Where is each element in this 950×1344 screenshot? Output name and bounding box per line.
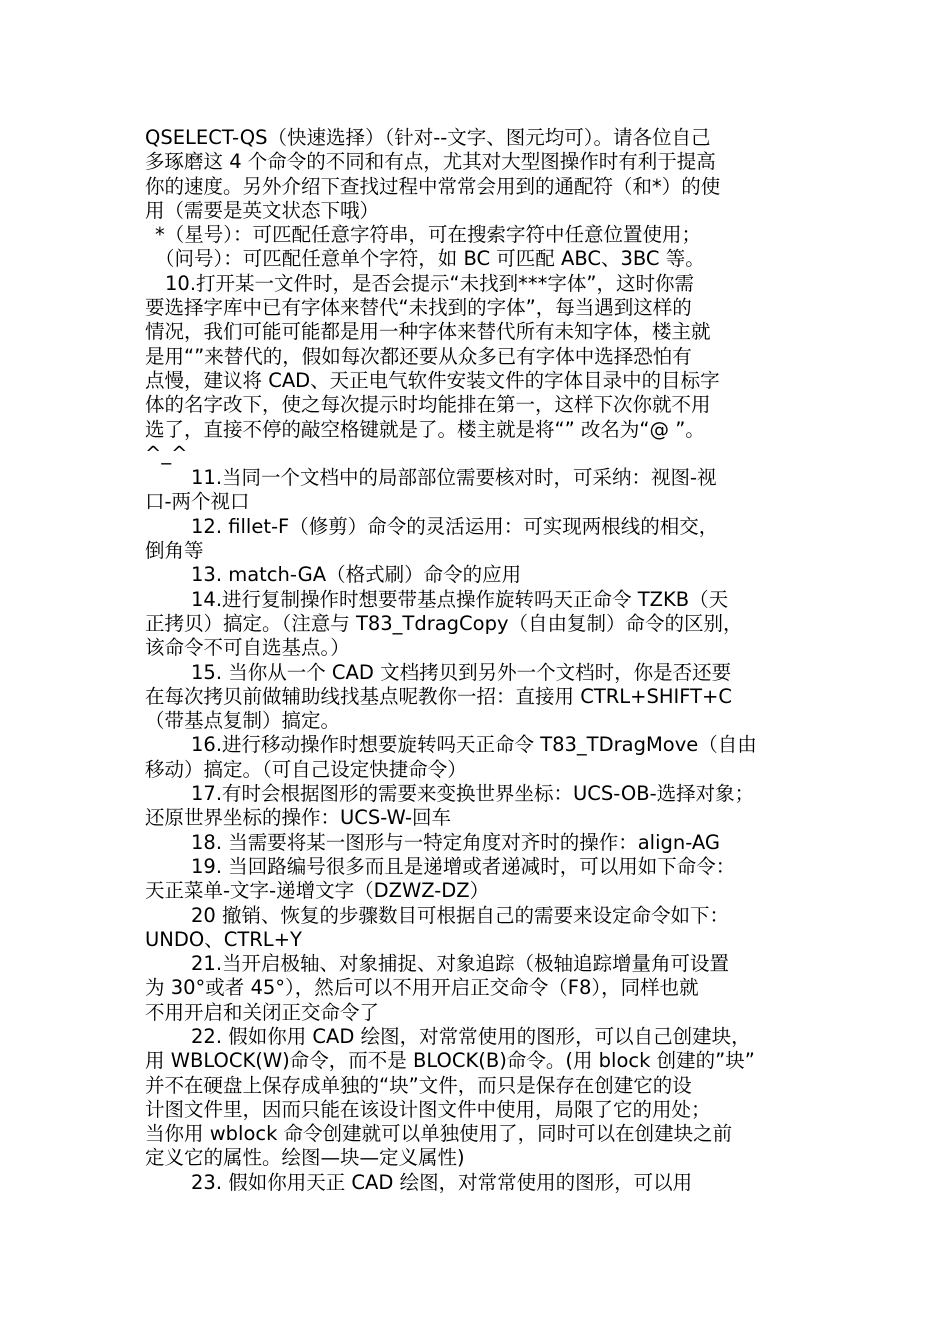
text-line: 正拷贝）搞定。（注意与 T83_TdragCopy（自由复制）命令的区别， xyxy=(145,611,743,635)
text-line: 14.进行复制操作时想要带基点操作旋转吗天正命令 TZKB（天 xyxy=(191,587,729,611)
text-line: 天正菜单-文字-递增文字（DZWZ-DZ） xyxy=(145,879,490,903)
text-line: 15. 当你从一个 CAD 文档拷贝到另外一个文档时，你是否还要 xyxy=(191,660,732,684)
text-line: 当你用 wblock 命令创建就可以单独使用了，同时可以在创建块之前 xyxy=(145,1122,733,1146)
text-line: 你的速度。另外介绍下查找过程中常常会用到的通配符（和*）的使 xyxy=(145,174,721,198)
text-line: 12. fillet-F（修剪）命令的灵活运用：可实现两根线的相交， xyxy=(191,514,719,538)
text-line: *（星号）：可匹配任意字符串，可在搜索字符中任意位置使用； xyxy=(155,223,702,247)
text-line: 是用“”来替代的，假如每次都还要从众多已有字体中选择恐怕有 xyxy=(145,344,692,368)
text-line: （问号）：可匹配任意单个字符，如 BC 可匹配 ABC、3BC 等。 xyxy=(155,247,705,271)
text-line: 18. 当需要将某一图形与一特定角度对齐时的操作：align-AG xyxy=(191,830,720,854)
text-line: 计图文件里，因而只能在该设计图文件中使用，局限了它的用处； xyxy=(145,1097,711,1121)
text-line: 倒角等 xyxy=(145,539,204,563)
text-line: 并不在硬盘上保存成单独的“块”文件，而只是保存在创建它的设 xyxy=(145,1073,692,1097)
text-line: 不用开启和关闭正交命令了 xyxy=(145,1000,380,1024)
text-line: 用（需要是英文状态下哦） xyxy=(145,198,380,222)
text-line: 移动）搞定。（可自己设定快捷命令） xyxy=(145,757,467,781)
text-line: 13. match-GA（格式刷）命令的应用 xyxy=(191,563,522,587)
text-line: 该命令不可自选基点。） xyxy=(145,636,350,660)
text-line: 22. 假如你用 CAD 绘图，对常常使用的图形，可以自己创建块， xyxy=(191,1024,751,1048)
text-line: 要选择字库中已有字体来替代“未找到的字体”，每当遇到这样的 xyxy=(145,296,692,320)
text-line: QSELECT-QS（快速选择）（针对--文字、图元均可）。请各位自己 xyxy=(145,126,711,149)
text-line: 20 撤销、恢复的步骤数目可根据自己的需要来设定命令如下： xyxy=(191,903,730,927)
text-line: 11.当同一个文档中的局部部位需要核对时，可采纳：视图-视 xyxy=(191,466,717,490)
text-line: 23. 假如你用天正 CAD 绘图，对常常使用的图形，可以用 xyxy=(191,1170,693,1194)
text-line: 多琢磨这 4 个命令的不同和有点，尤其对大型图操作时有利于提高 xyxy=(145,150,716,174)
text-line: 点慢，建议将 CAD、天正电气软件安装文件的字体目录中的目标字 xyxy=(145,368,720,392)
text-line: 在每次拷贝前做辅助线找基点呢教你一招：直接用 CTRL+SHIFT+C xyxy=(145,684,733,708)
text-line: 为 30°或者 45°），然后可以不用开启正交命令（F8），同样也就 xyxy=(145,976,699,1000)
text-line: 定义它的属性。绘图—块—定义属性) xyxy=(145,1146,465,1170)
text-line: ^_^ xyxy=(145,441,188,465)
text-line: 17.有时会根据图形的需要来变换世界坐标：UCS-OB-选择对象； xyxy=(191,782,755,806)
text-line: 口-两个视口 xyxy=(145,490,250,514)
text-line: 体的名字改下，使之每次提示时均能排在第一，这样下次你就不用 xyxy=(145,393,711,417)
text-line: 19. 当回路编号很多而且是递增或者递减时，可以用如下命令： xyxy=(191,854,736,878)
text-line: 21.当开启极轴、对象捕捉、对象追踪（极轴追踪增量角可设置 xyxy=(191,952,730,976)
text-line: 用 WBLOCK(W)命令，而不是 BLOCK(B)命令。(用 block 创建的”块” xyxy=(145,1049,755,1073)
text-line: 选了，直接不停的敲空格键就是了。楼主就是将“” 改名为“@ ”。 xyxy=(145,417,705,441)
text-line: UNDO、CTRL+Y xyxy=(145,927,302,951)
text-line: （带基点复制）搞定。 xyxy=(145,709,341,733)
text-line: 还原世界坐标的操作：UCS-W-回车 xyxy=(145,806,452,830)
document-page xyxy=(145,126,825,1195)
text-line: 10.打开某一文件时，是否会提示“未找到***字体”，这时你需 xyxy=(165,271,694,295)
text-line: 情况，我们可能可能都是用一种字体来替代所有未知字体，楼主就 xyxy=(145,320,711,344)
text-line: 16.进行移动操作时想要旋转吗天正命令 T83_TDragMove（自由 xyxy=(191,733,757,757)
